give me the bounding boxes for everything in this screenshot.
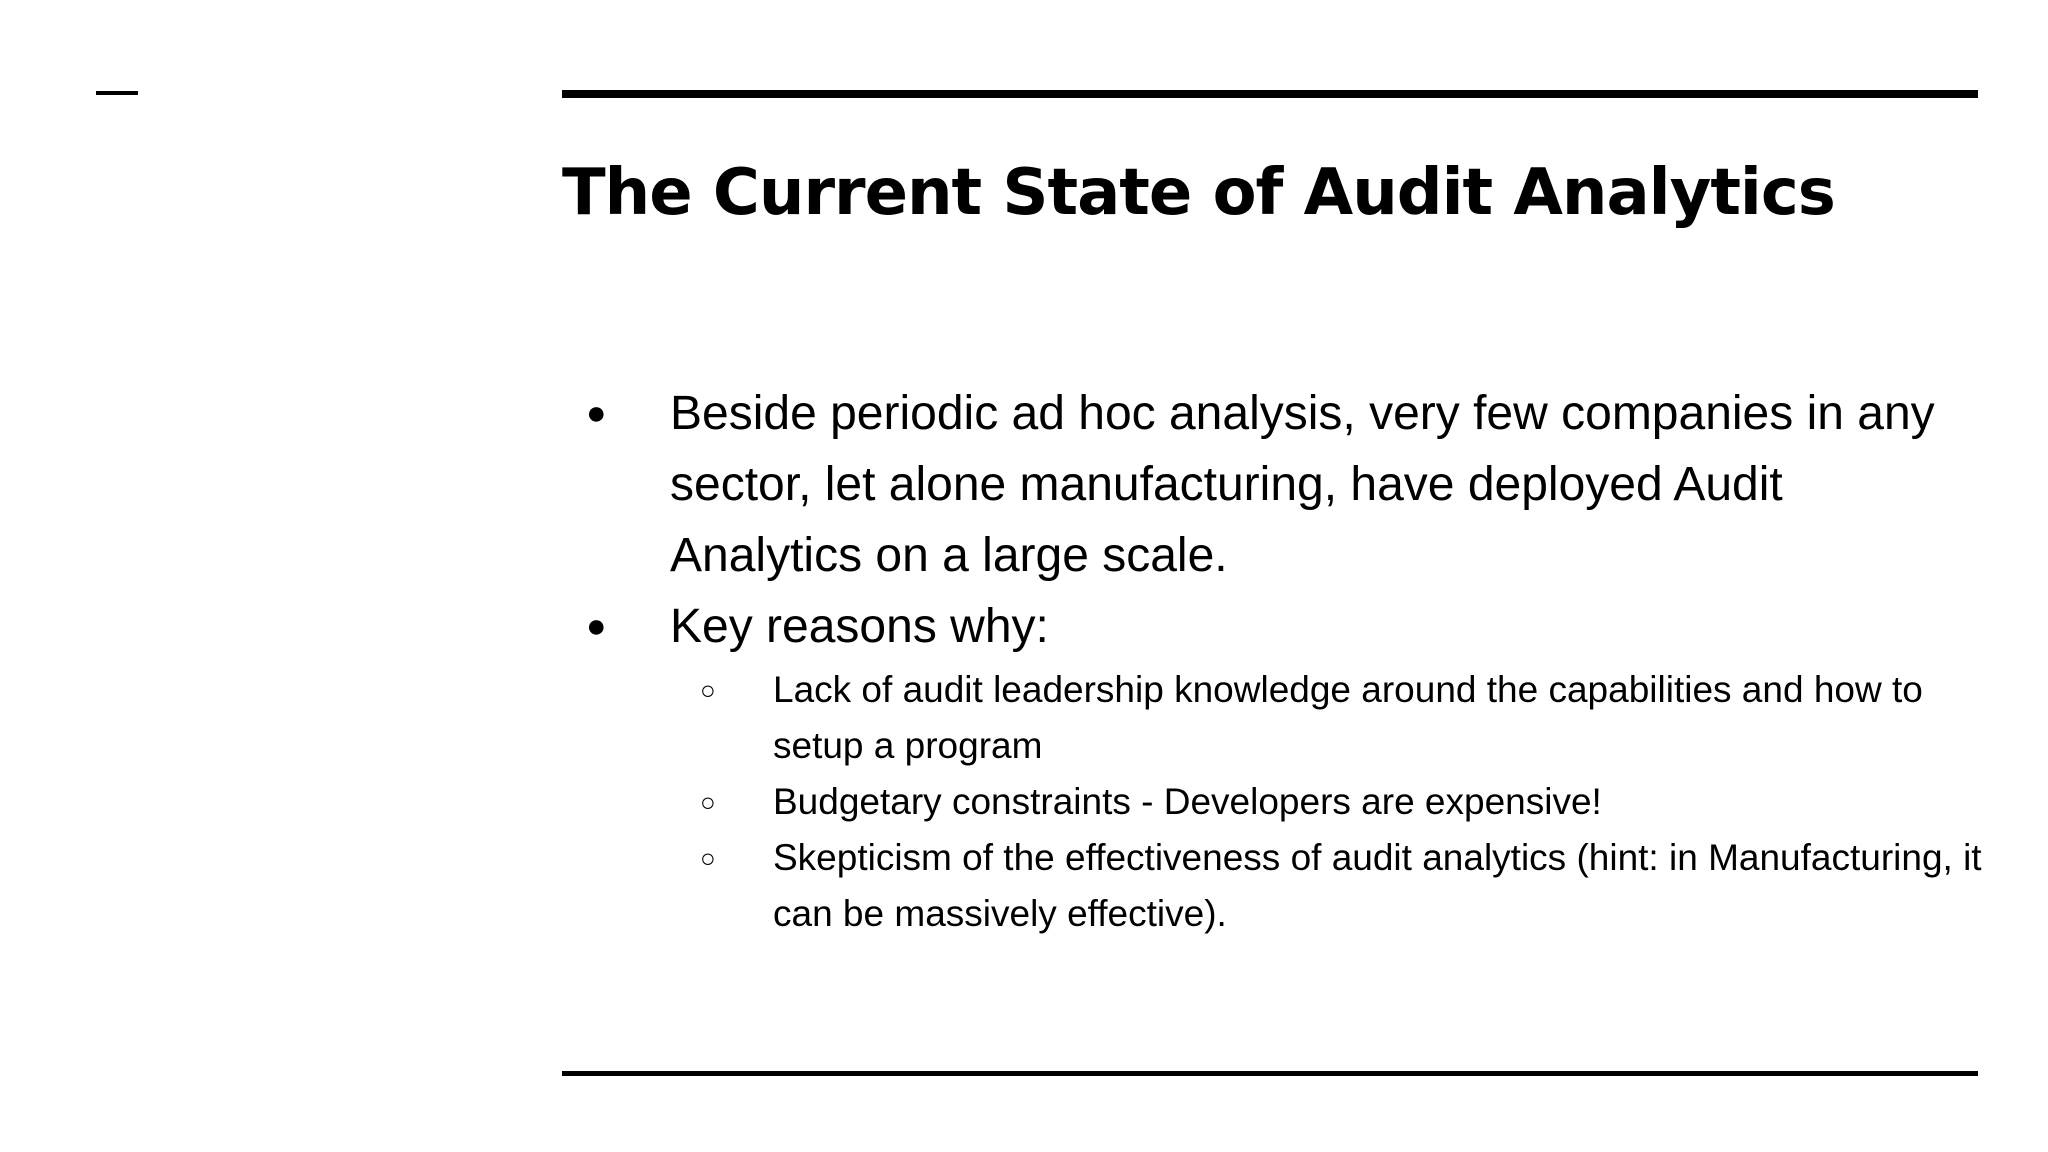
sub-bullet-item-budget — [670, 774, 1982, 830]
sub-bullet-item-leadership — [670, 662, 1982, 774]
sub-bullet-text: Budgetary constraints - Developers are expensive! — [773, 781, 1602, 822]
bullet-list — [562, 378, 1982, 942]
sub-bullet-marker: ○ — [700, 675, 716, 705]
bullet-text: Key reasons why: — [670, 600, 1049, 653]
sub-bullet-list — [670, 662, 1982, 942]
sub-bullet-item-skepticism — [670, 830, 1982, 942]
bullet-item-deployment — [562, 378, 1982, 591]
bullet-item-key-reasons — [562, 591, 1982, 942]
sub-bullet-marker: ○ — [700, 787, 716, 817]
bullet-marker: ● — [586, 607, 607, 645]
corner-dash-decoration — [96, 91, 138, 95]
sub-bullet-marker: ○ — [700, 843, 716, 873]
slide-title: The Current State of Audit Analytics — [562, 156, 1835, 230]
sub-bullet-text: Lack of audit leadership knowledge around the capabilities and how to setup a program — [773, 669, 1923, 766]
sub-bullet-text: Skepticism of the effectiveness of audit analytics (hint: in Manufacturing, it can be massively effective). — [773, 837, 1982, 934]
top-rule — [562, 90, 1978, 98]
bullet-marker: ● — [586, 394, 607, 432]
bottom-rule — [562, 1071, 1978, 1076]
bullet-text: Beside periodic ad hoc analysis, very few companies in any sector, let alone manufacturing, have deployed Audit Analytics on a large scale. — [670, 387, 1935, 582]
